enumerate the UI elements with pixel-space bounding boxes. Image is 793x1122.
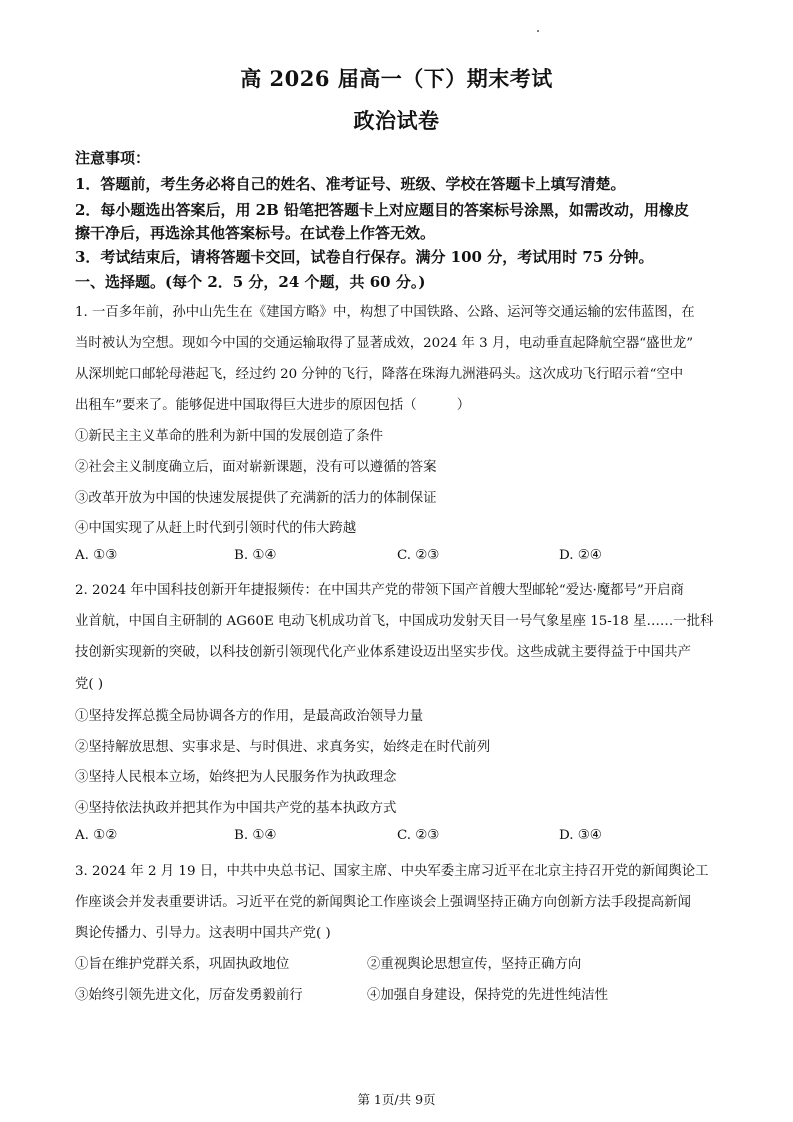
question-1-option-d[interactable]: D. ②④ xyxy=(559,548,602,563)
notice-item: 3．考试结束后，请将答题卡交回，试卷自行保存。满分 100 分，考试用时 75 分钟。 xyxy=(75,248,654,266)
question-1-statement: ②社会主义制度确立后，面对崭新课题，没有可以遵循的答案 xyxy=(75,460,437,475)
notice-item: 擦干净后，再选涂其他答案标号。在试卷上作答无效。 xyxy=(75,224,436,242)
question-2-stem-line: 技创新实现新的突破，以科技创新引领现代化产业体系建设迈出坚实步伐。这些成就主要得益于中国共产 xyxy=(75,645,691,660)
question-2-statement: ③坚持人民根本立场，始终把为人民服务作为执政理念 xyxy=(75,770,397,785)
question-3-statement: ①旨在维护党群关系，巩固执政地位 xyxy=(75,957,290,972)
notice-item: 2．每小题选出答案后，用 2B 铅笔把答题卡上对应题目的答案标号涂黑，如需改动，用橡皮 xyxy=(75,201,690,219)
question-2-statement: ①坚持发挥总揽全局协调各方的作用，是最高政治领导力量 xyxy=(75,709,424,724)
question-2-option-d[interactable]: D. ③④ xyxy=(559,828,602,843)
question-2-statement: ②坚持解放思想、实事求是、与时俱进、求真务实，始终走在时代前列 xyxy=(75,740,491,755)
question-3-stem-line: 作座谈会并发表重要讲话。习近平在党的新闻舆论工作座谈会上强调坚持正确方向创新方法手段提高新闻 xyxy=(75,895,691,910)
question-2-stem-line: 2. 2024 年中国科技创新开年捷报频传：在中国共产党的带领下国产首艘大型邮轮“爱达·魔都号”开启商 xyxy=(75,583,684,598)
question-1-statement: ④中国实现了从赶上时代到引领时代的伟大跨越 xyxy=(75,521,357,536)
question-3-stem-line: 舆论传播力、引导力。这表明中国共产党( ) xyxy=(75,926,331,941)
question-2-option-b[interactable]: B. ①④ xyxy=(234,828,277,843)
notice-item: 1．答题前，考生务必将自己的姓名、准考证号、班级、学校在答题卡上填写清楚。 xyxy=(75,175,626,193)
question-1-statement: ①新民主主义革命的胜利为新中国的发展创造了条件 xyxy=(75,429,383,444)
question-1-option-b[interactable]: B. ①④ xyxy=(234,548,277,563)
question-2-option-a[interactable]: A. ①② xyxy=(75,828,118,843)
question-1-stem-line: 从深圳蛇口邮轮母港起飞，经过约 20 分钟的飞行，降落在珠海九洲港码头。这次成功飞行昭示着“空中 xyxy=(75,367,684,382)
question-3-statement: ③始终引领先进文化，厉奋发勇毅前行 xyxy=(75,988,303,1003)
exam-title: 高 2026 届高一（下）期末考试 xyxy=(240,66,553,91)
notice-heading: 注意事项： xyxy=(75,149,151,167)
scan-dot xyxy=(537,30,539,32)
question-1-option-c[interactable]: C. ②③ xyxy=(397,548,440,563)
question-3-stem-line: 3. 2024 年 2 月 19 日，中共中央总书记、国家主席、中央军委主席习近平在北京主持召开党的新闻舆论工 xyxy=(75,864,709,879)
question-1-stem-line: 1. 一百多年前，孙中山先生在《建国方略》中，构想了中国铁路、公路、运河等交通运输的宏伟蓝图，在 xyxy=(75,305,695,320)
question-1-stem-line: 出租车”要来了。能够促进中国取得巨大进步的原因包括（ ） xyxy=(75,398,471,413)
question-3-statement: ④加强自身建设，保持党的先进性纯洁性 xyxy=(367,988,609,1003)
page-number: 第 1页/共 9页 xyxy=(357,1092,436,1107)
question-1-stem-line: 当时被认为空想。现如今中国的交通运输取得了显著成效，2024 年 3 月，电动垂直起降航空器“盛世龙” xyxy=(75,336,694,351)
question-2-statement: ④坚持依法执政并把其作为中国共产党的基本执政方式 xyxy=(75,801,397,816)
exam-subtitle: 政治试卷 xyxy=(353,108,440,133)
question-1-statement: ③改革开放为中国的快速发展提供了充满新的活力的体制保证 xyxy=(75,491,437,506)
question-2-stem-line: 党( ) xyxy=(75,677,104,692)
question-3-statement: ②重视舆论思想宣传，坚持正确方向 xyxy=(367,957,582,972)
question-2-stem-line: 业首航，中国自主研制的 AG60E 电动飞机成功首飞，中国成功发射天目一号气象星座 15-18 星……一批科 xyxy=(75,614,714,629)
question-2-option-c[interactable]: C. ②③ xyxy=(397,828,440,843)
section-heading: 一、选择题。(每个 2．5 分，24 个题，共 60 分。) xyxy=(75,273,426,291)
question-1-option-a[interactable]: A. ①③ xyxy=(75,548,118,563)
